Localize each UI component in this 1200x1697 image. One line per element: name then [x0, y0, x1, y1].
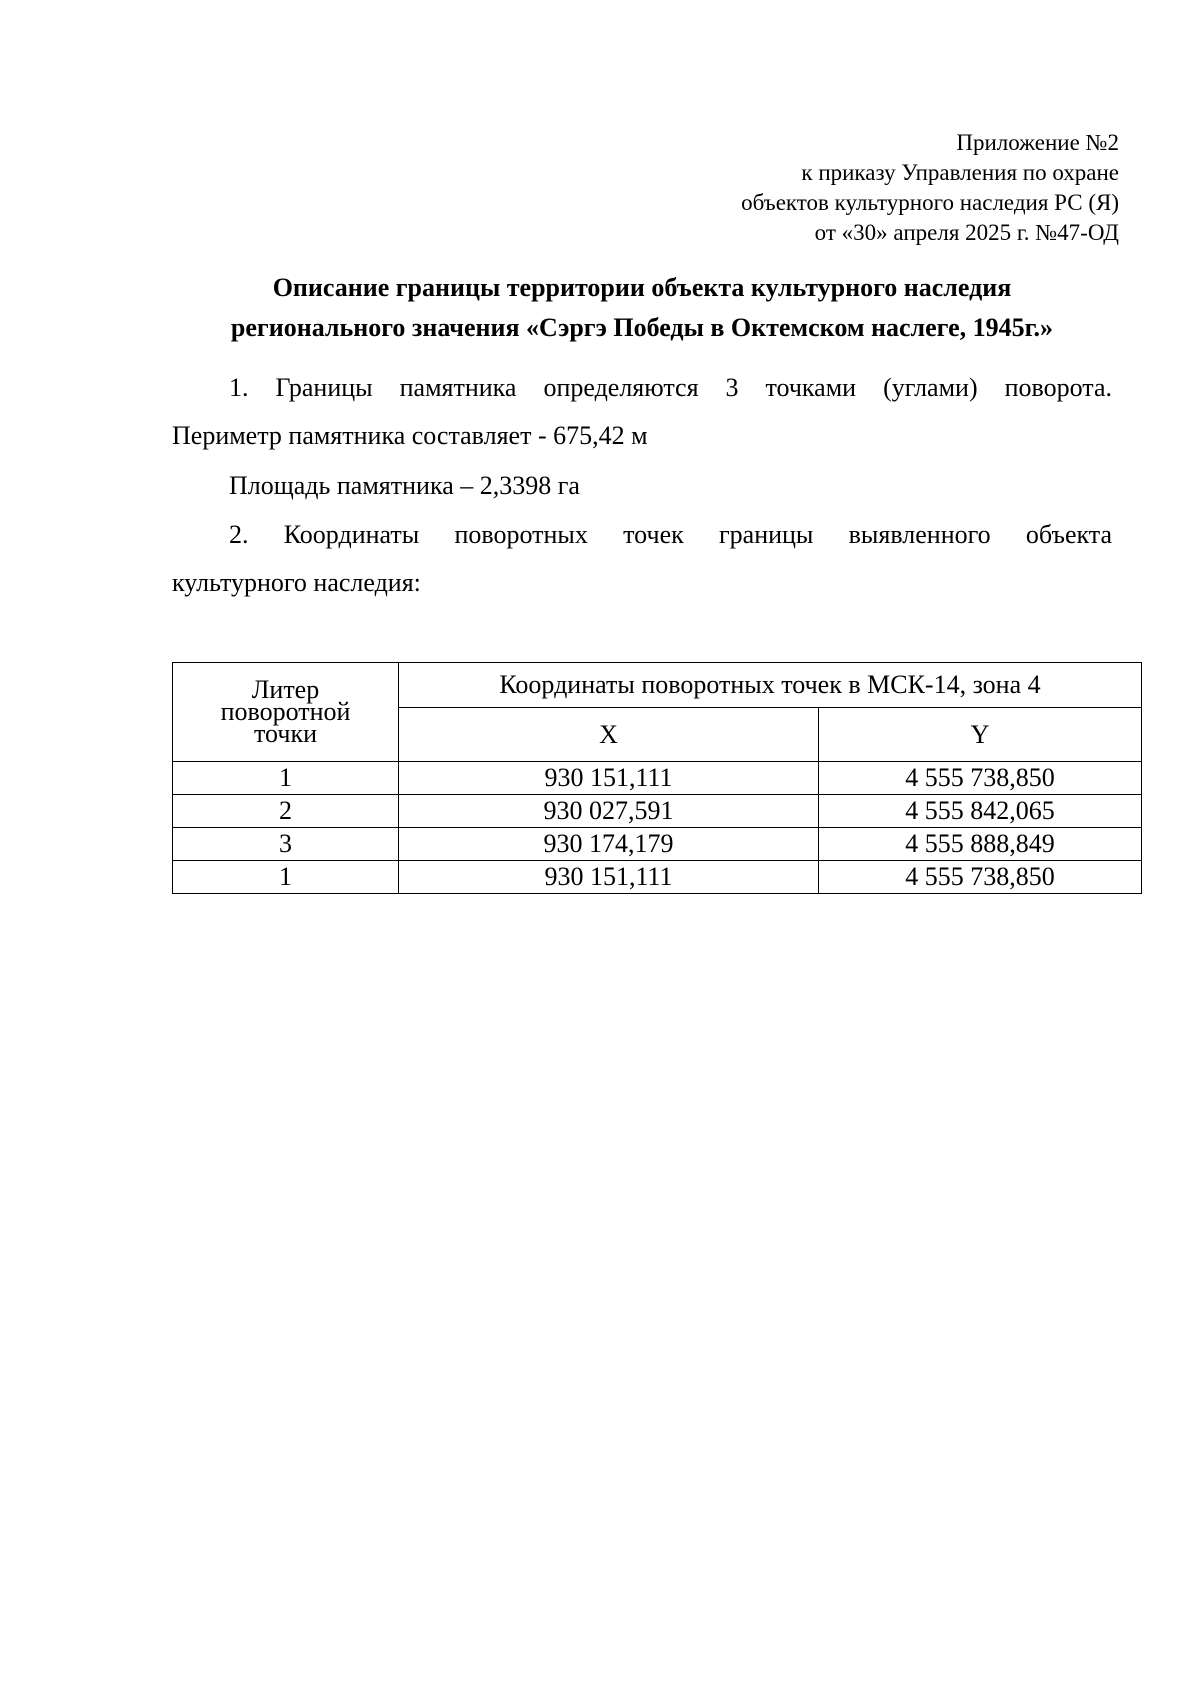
cell-liter: 3: [173, 828, 399, 861]
header-coordinates: Координаты поворотных точек в МСК-14, зона 4: [399, 663, 1142, 708]
cell-y: 4 555 738,850: [819, 762, 1142, 795]
header-liter: [173, 663, 399, 762]
title-line-1: Описание границы территории объекта культурного наследия: [272, 273, 1012, 302]
appendix-authority: объектов культурного наследия РС (Я): [741, 190, 1119, 215]
document-title: [172, 268, 1112, 348]
header-y: Y: [819, 708, 1142, 762]
cell-liter: 1: [173, 762, 399, 795]
header-x: X: [399, 708, 819, 762]
cell-y: 4 555 842,065: [819, 795, 1142, 828]
table-row: [173, 861, 1142, 894]
paragraph-perimeter: Периметр памятника составляет - 675,42 м: [172, 421, 648, 450]
cell-x: 930 151,111: [399, 861, 819, 894]
table-row: [173, 762, 1142, 795]
paragraph-coordinates-line-2: культурного наследия:: [172, 568, 421, 597]
cell-liter: 1: [173, 861, 399, 894]
cell-x: 930 027,591: [399, 795, 819, 828]
table-row: [173, 828, 1142, 861]
paragraph-coordinates-intro: [172, 511, 1112, 607]
header-liter-line-2: поворотной: [220, 697, 351, 726]
paragraph-coordinates-line-1: 2. Координаты поворотных точек границы выявленного объекта: [229, 520, 1112, 549]
paragraph-boundaries-line-1: 1. Границы памятника определяются 3 точками (углами) поворота.: [229, 373, 1112, 402]
cell-y: 4 555 738,850: [819, 861, 1142, 894]
coordinates-table: [172, 662, 1142, 894]
cell-x: 930 151,111: [399, 762, 819, 795]
appendix-header: [741, 128, 1119, 248]
cell-liter: 2: [173, 795, 399, 828]
appendix-number: Приложение №2: [956, 130, 1119, 155]
appendix-date: от «30» апреля 2025 г. №47-ОД: [814, 220, 1119, 245]
table-row: [173, 795, 1142, 828]
header-liter-line-1: Литер: [251, 675, 320, 704]
paragraph-area: Площадь памятника – 2,3398 га: [229, 471, 580, 500]
appendix-order-ref: к приказу Управления по охране: [801, 160, 1119, 185]
paragraph-boundaries: [172, 364, 1112, 460]
cell-y: 4 555 888,849: [819, 828, 1142, 861]
header-liter-line-3: точки: [254, 719, 317, 748]
title-line-2: регионального значения «Сэргэ Победы в Октемском наслеге, 1945г.»: [230, 313, 1054, 342]
cell-x: 930 174,179: [399, 828, 819, 861]
